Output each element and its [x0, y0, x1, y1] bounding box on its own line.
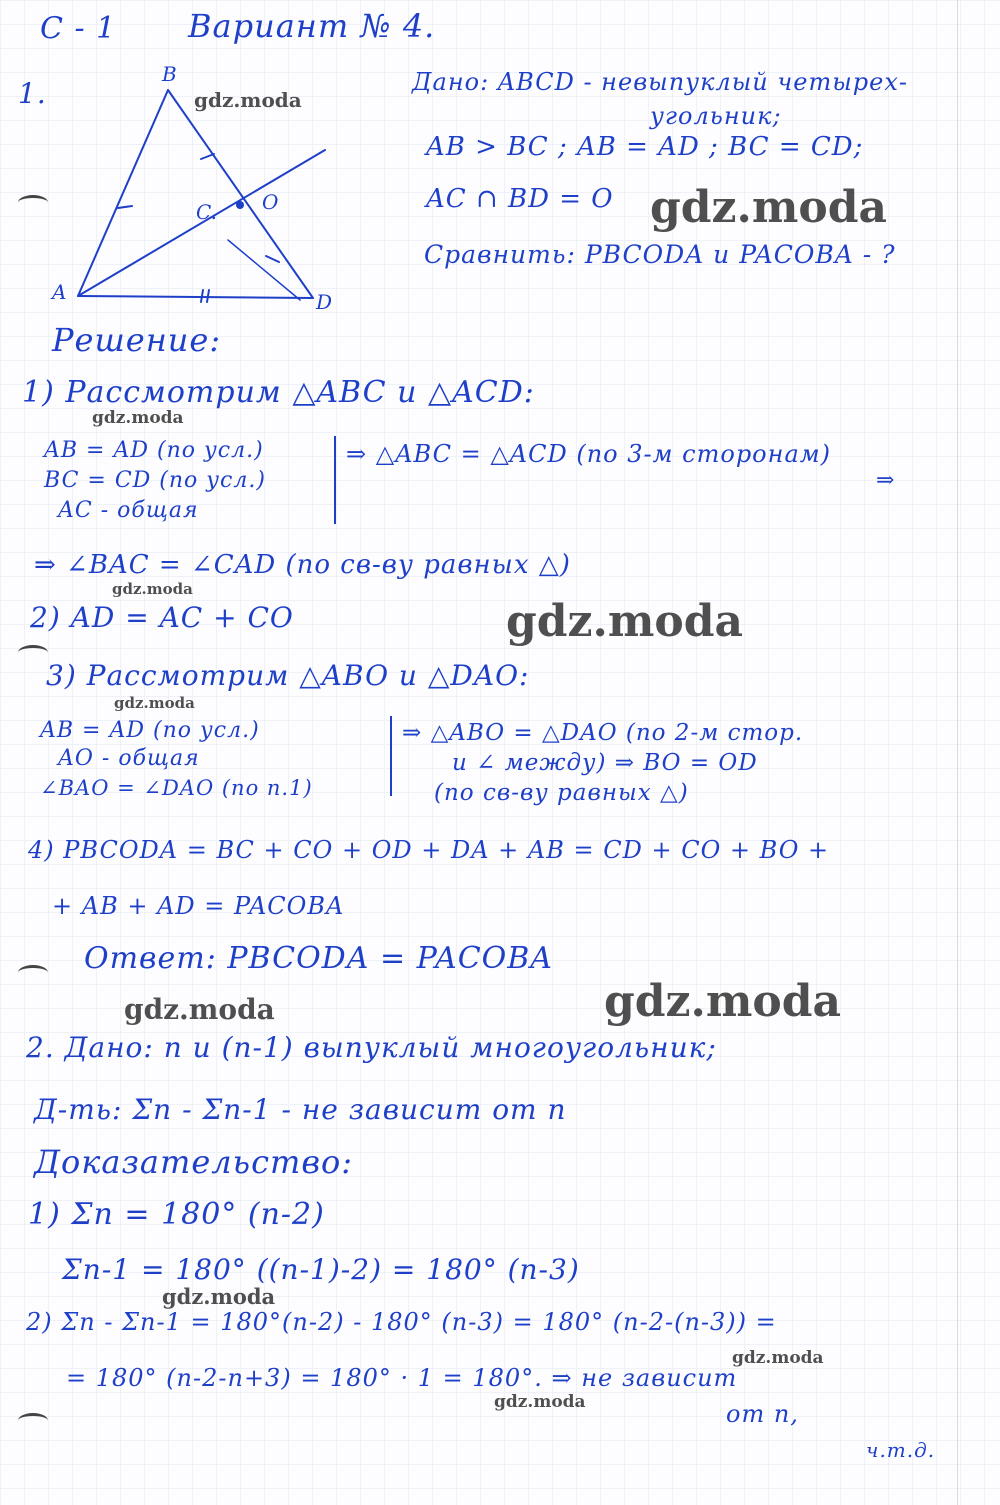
proof-title: Доказательство:	[34, 1143, 354, 1181]
proof-line-2: Σn-1 = 180° ((n-1)-2) = 180° (n-3)	[62, 1253, 580, 1286]
proof-line-3: 2) Σn - Σn-1 = 180°(n-2) - 180° (n-3) = 180° (n-2-(n-3)) =	[26, 1308, 777, 1336]
tick-bc	[201, 154, 214, 159]
tick-ad-1	[201, 290, 203, 302]
proof-end: ч.т.д.	[866, 1438, 936, 1462]
step-1-title: 1) Рассмотрим △ABC и △ACD:	[22, 375, 535, 410]
label-a: A	[52, 280, 67, 304]
proof-line-5: от n,	[726, 1400, 799, 1428]
side-bd	[168, 90, 313, 298]
side-ad	[78, 296, 313, 298]
compare-line: Сравнить: PBCODA и PACOBA - ?	[424, 240, 896, 269]
point-o	[236, 201, 244, 209]
step-3-line-2: AO - общая	[58, 746, 200, 771]
step-1-result: ⇒ △ABC = △ACD (по 3-м сторонам)	[346, 440, 832, 468]
side-cd	[228, 240, 300, 300]
variant-title: Вариант № 4.	[188, 7, 436, 45]
answer-1: Ответ: PBCODA = PACOBA	[84, 941, 553, 976]
problem-2-given: 2. Дано: n и (n-1) выпуклый многоугольник;	[26, 1031, 717, 1064]
given-line-4: AC ∩ BD = O	[426, 184, 614, 214]
step-2: 2) AD = AC + CO	[30, 601, 294, 634]
watermark: gdz.moda	[162, 1284, 276, 1309]
proof-line-4: = 180° (n-2-n+3) = 180° · 1 = 180°. ⇒ не зависит	[66, 1364, 738, 1392]
step-1-brace	[334, 436, 336, 524]
work-code: С - 1	[40, 11, 117, 46]
step-1-arrow: ⇒	[876, 468, 896, 493]
step-3-line-3: ∠BAO = ∠DAO (по п.1)	[40, 776, 313, 800]
tick-ab	[118, 206, 132, 208]
given-line-1: Дано: ABCD - невыпуклый четырех-	[412, 68, 908, 96]
proof-line-1: 1) Σn = 180° (n-2)	[28, 1197, 325, 1232]
problem-2-prove: Д-ть: Σn - Σn-1 - не зависит от n	[34, 1093, 567, 1126]
watermark: gdz.moda	[114, 694, 195, 712]
label-c: C.	[196, 200, 217, 224]
tick-ad-2	[207, 290, 209, 302]
label-o: O	[262, 190, 279, 214]
watermark: gdz.moda	[650, 182, 888, 233]
solution-title: Решение:	[52, 321, 222, 359]
watermark: gdz.moda	[506, 596, 744, 647]
side-ab	[78, 90, 168, 296]
watermark: gdz.moda	[732, 1348, 824, 1368]
tick-cd	[266, 256, 279, 262]
watermark: gdz.moda	[92, 408, 184, 428]
step-1-line-3: AC - общая	[58, 498, 199, 523]
step-1-line-2: BC = CD (по усл.)	[44, 468, 266, 493]
watermark: gdz.moda	[124, 993, 275, 1026]
watermark: gdz.moda	[112, 580, 193, 598]
step-3-title: 3) Рассмотрим △ABO и △DAO:	[46, 659, 530, 692]
problem-1-number: 1.	[18, 77, 47, 110]
step-3-brace	[390, 716, 392, 796]
watermark: gdz.moda	[604, 976, 842, 1027]
step-3-result-3: (по св-ву равных △)	[434, 780, 689, 806]
step-1-line-1: AB = AD (по усл.)	[44, 438, 264, 463]
step-3-result-1: ⇒ △ABO = △DAO (по 2-м стор.	[402, 720, 804, 746]
watermark: gdz.moda	[494, 1392, 586, 1412]
given-line-2: угольник;	[650, 102, 782, 130]
label-b: B	[162, 62, 177, 86]
given-line-3: AB > BC ; AB = AD ; BC = CD;	[426, 132, 864, 162]
label-d: D	[316, 290, 333, 314]
step-4-line-1: 4) PBCODA = BC + CO + OD + DA + AB = CD + CO + BO +	[28, 836, 830, 864]
step-4-line-2: + AB + AD = PACOBA	[52, 892, 345, 920]
watermark: gdz.moda	[194, 88, 302, 112]
step-1-conclusion: ⇒ ∠BAC = ∠CAD (по св-ву равных △)	[34, 550, 571, 580]
step-3-line-1: AB = AD (по усл.)	[40, 718, 260, 743]
step-3-result-2: и ∠ между) ⇒ BO = OD	[452, 750, 758, 776]
